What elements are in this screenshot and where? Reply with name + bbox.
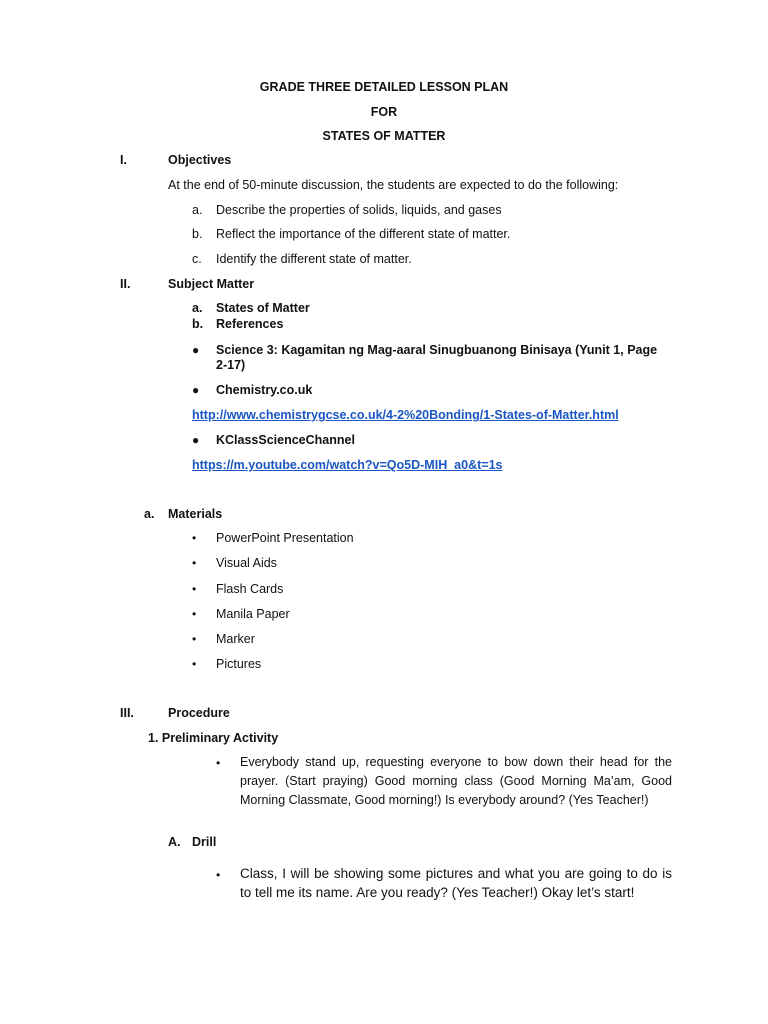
bullet-icon: • — [192, 531, 197, 545]
bullet-icon: • — [192, 657, 197, 671]
section-title-procedure: Procedure — [168, 706, 230, 720]
section-title-objectives: Objectives — [168, 153, 232, 167]
section-number-procedure: III. — [120, 706, 134, 720]
objective-letter: a. — [192, 203, 203, 217]
material-item: Marker — [216, 632, 255, 646]
subject-item-states: States of Matter — [216, 301, 310, 315]
title-line-2: FOR — [370, 105, 398, 119]
objective-letter: c. — [192, 252, 202, 266]
subject-letter: b. — [192, 317, 204, 331]
material-item: Visual Aids — [216, 556, 277, 570]
objective-item: Reflect the importance of the different state of matter. — [216, 227, 511, 241]
subject-item-references: References — [216, 317, 284, 331]
reference-2: Chemistry.co.uk — [216, 383, 313, 397]
drill-title: Drill — [192, 835, 217, 849]
reference-1-cont: 2-17) — [216, 358, 246, 372]
bullet-icon: • — [216, 756, 221, 770]
material-item: Pictures — [216, 657, 262, 671]
section-title-materials: Materials — [168, 507, 223, 521]
bullet-icon: ● — [192, 433, 200, 447]
materials-letter: a. — [144, 507, 155, 521]
drill-text: Class, I will be showing some pictures and what you are going to do is to tell me its name. Are you ready? (Yes Teacher!) Okay let’s start! — [240, 866, 672, 900]
bullet-icon: • — [192, 632, 197, 646]
bullet-icon: • — [216, 868, 221, 882]
bullet-icon: • — [192, 582, 197, 596]
title-line-1: GRADE THREE DETAILED LESSON PLAN — [259, 80, 509, 94]
material-item: PowerPoint Presentation — [216, 531, 354, 545]
material-item: Manila Paper — [216, 607, 290, 621]
bullet-icon: • — [192, 607, 197, 621]
bullet-icon: ● — [192, 383, 200, 397]
section-number-subject: II. — [120, 277, 131, 291]
drill-letter: A. — [168, 835, 181, 849]
reference-3-link[interactable]: https://m.youtube.com/watch?v=Qo5D-MIH_a0&t=1s — [192, 458, 503, 472]
objective-letter: b. — [192, 227, 203, 241]
bullet-icon: ● — [192, 343, 200, 357]
reference-3: KClassScienceChannel — [216, 433, 355, 447]
preliminary-activity-text: Everybody stand up, requesting everyone to bow down their head for the prayer. (Start praying) Good morning class (Good Morning Ma’am, Good Morning Classmate, Good morning!) Is everybody around? (Yes Teacher!) — [240, 755, 672, 807]
section-title-subject: Subject Matter — [168, 277, 255, 291]
objective-item: Describe the properties of solids, liquids, and gases — [216, 203, 502, 217]
reference-1: Science 3: Kagamitan ng Mag-aaral Sinugbuanong Binisaya (Yunit 1, Page — [216, 343, 658, 357]
preliminary-activity-title: 1. Preliminary Activity — [148, 731, 279, 745]
objectives-intro: At the end of 50-minute discussion, the students are expected to do the following: — [168, 178, 619, 192]
subject-letter: a. — [192, 301, 203, 315]
reference-2-link[interactable]: http://www.chemistrygcse.co.uk/4-2%20Bonding/1-States-of-Matter.html — [192, 408, 619, 422]
objective-item: Identify the different state of matter. — [216, 252, 412, 266]
bullet-icon: • — [192, 556, 197, 570]
section-number-objectives: I. — [120, 153, 127, 167]
material-item: Flash Cards — [216, 582, 284, 596]
title-line-3: STATES OF MATTER — [322, 129, 446, 143]
